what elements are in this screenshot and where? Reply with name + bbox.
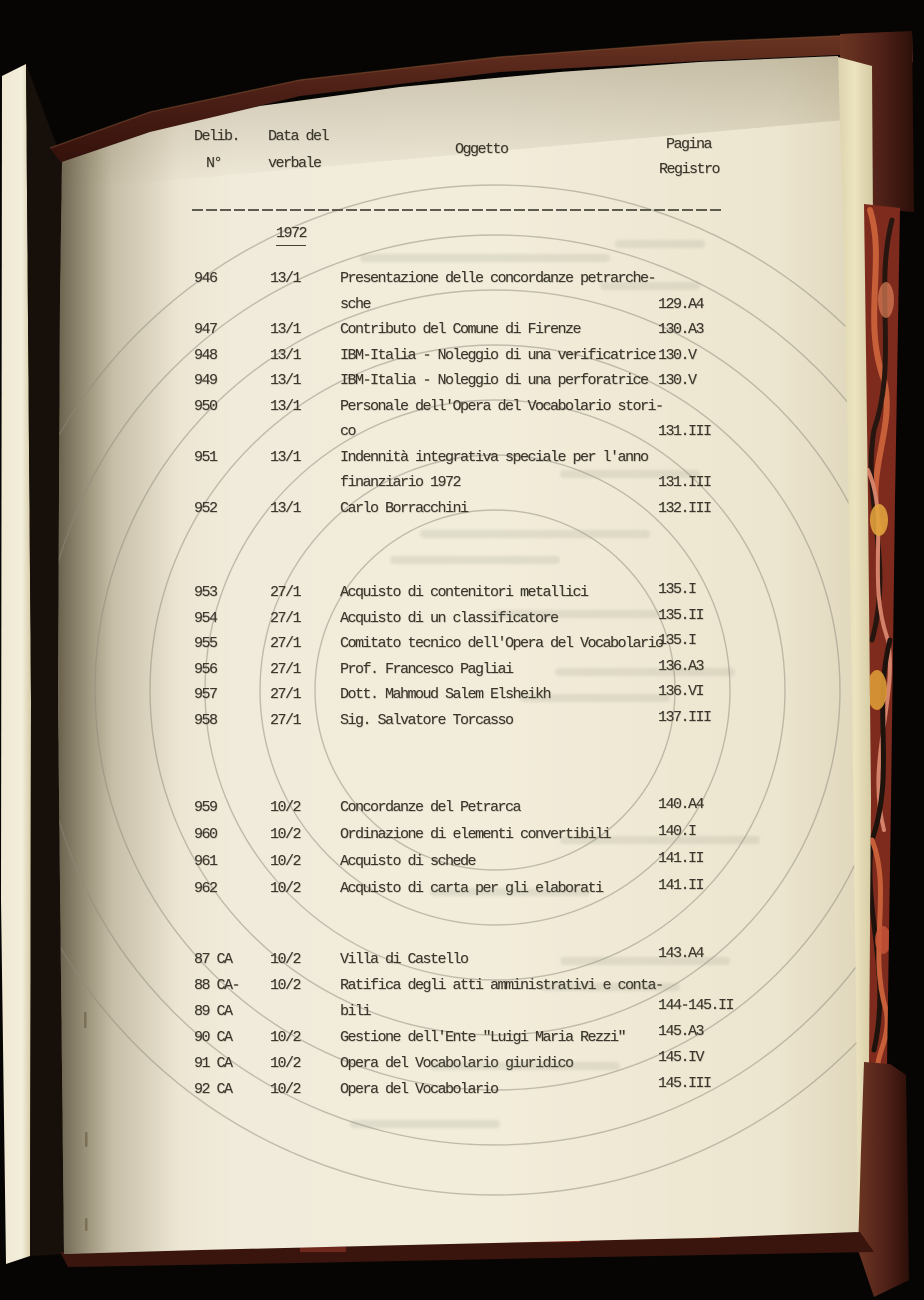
registro-page: 132.III	[658, 499, 711, 517]
verbale-date: 10/2	[270, 799, 301, 816]
delib-number: 951	[194, 448, 217, 466]
table-row	[194, 266, 834, 317]
verbale-date: 27/1	[270, 635, 301, 652]
verbale-date: 10/2	[270, 977, 301, 994]
table-row	[194, 794, 834, 821]
verbale-date: 13/1	[270, 321, 301, 338]
registro-page: 130.A3	[658, 321, 704, 338]
oggetto-text: Opera del Vocabolario	[340, 1081, 498, 1098]
oggetto-text: Prof. Francesco Pagliai	[340, 660, 513, 678]
registro-page: 145.III	[658, 1075, 711, 1092]
rows-section-3	[194, 794, 834, 902]
delib-number: 947	[194, 321, 217, 338]
delib-number: 948	[194, 346, 217, 364]
column-header-oggetto: Oggetto	[455, 141, 508, 158]
oggetto-text: Carlo Borracchini	[340, 499, 468, 517]
rows-section-2	[194, 580, 834, 733]
column-header-delib-n: N°	[206, 155, 222, 172]
registro-page: 137.III	[658, 708, 711, 726]
registro-page: 145.A3	[658, 1023, 704, 1040]
bleed-through-line	[350, 1120, 500, 1128]
registro-page: 131.III	[658, 423, 711, 440]
registro-page: 143.A4	[658, 945, 704, 962]
table-row	[194, 947, 834, 973]
delib-number: 91 CA	[194, 1055, 232, 1072]
delib-number: 955	[194, 635, 217, 652]
bleed-through-line	[360, 254, 610, 262]
delib-number: 950	[194, 397, 217, 415]
rows-section-1	[194, 266, 834, 521]
delib-number: 946	[194, 270, 217, 287]
table-row	[194, 1077, 834, 1103]
registro-page: 135.II	[658, 606, 704, 624]
column-header-verbale: verbale	[268, 155, 321, 172]
rows-section-4	[194, 947, 834, 1103]
verbale-date: 10/2	[270, 1081, 301, 1098]
column-header-delib: Delib.	[194, 128, 240, 145]
verbale-date: 13/1	[270, 346, 301, 364]
registro-page: 135.I	[658, 632, 696, 649]
verbale-date: 27/1	[270, 609, 301, 627]
table-row	[194, 445, 834, 496]
registro-page: 141.II	[658, 877, 704, 894]
delib-number: 88 CA- 89 CA	[194, 977, 240, 1020]
oggetto-text: Presentazione delle concordanze petrarche- sche	[340, 270, 656, 313]
registro-page: 140.A4	[658, 796, 704, 813]
verbale-date: 13/1	[270, 448, 301, 466]
oggetto-text: Comitato tecnico dell'Opera del Vocabolario	[340, 635, 663, 652]
table-row	[194, 875, 834, 902]
table-row	[194, 973, 834, 1025]
table-row	[194, 368, 834, 394]
registro-page: 131.III	[658, 474, 711, 491]
verbale-date: 27/1	[270, 711, 301, 729]
registro-page: 141.II	[658, 850, 704, 867]
delib-number: 956	[194, 660, 217, 678]
verbale-date: 10/2	[270, 826, 301, 843]
delib-number: 957	[194, 686, 217, 703]
registro-page: 144-145.II	[658, 997, 734, 1014]
delib-number: 962	[194, 880, 217, 897]
oggetto-text: Dott. Mahmoud Salem Elsheikh	[340, 686, 551, 703]
table-row	[194, 821, 834, 848]
column-header-registro: Registro	[659, 161, 720, 178]
oggetto-text: Concordanze del Petrarca	[340, 799, 521, 816]
delib-number: 961	[194, 853, 217, 870]
oggetto-text: Ordinazione di elementi convertibili	[340, 826, 611, 843]
registro-page: 135.I	[658, 581, 696, 598]
delib-number: 92 CA	[194, 1081, 232, 1098]
column-header-pagina: Pagina	[666, 136, 712, 153]
oggetto-text: Ratifica degli atti amministrativi e conta- bili	[340, 977, 663, 1020]
delib-number: 949	[194, 372, 217, 389]
verbale-date: 10/2	[270, 951, 301, 968]
table-row	[194, 496, 834, 522]
oggetto-text: Acquisto di carta per gli elaborati	[340, 880, 603, 897]
oggetto-text: Acquisto di un classificatore	[340, 609, 558, 627]
delib-number: 90 CA	[194, 1029, 232, 1046]
delib-number: 87 CA	[194, 951, 232, 968]
verbale-date: 27/1	[270, 584, 301, 601]
table-row	[194, 708, 834, 734]
table-row	[194, 394, 834, 445]
verbale-date: 13/1	[270, 397, 301, 415]
table-row	[194, 343, 834, 369]
registro-page: 136.A3	[658, 657, 704, 675]
delib-number: 958	[194, 711, 217, 729]
oggetto-text: Villa di Castello	[340, 951, 468, 968]
delib-number: 954	[194, 609, 217, 627]
verbale-date: 10/2	[270, 1055, 301, 1072]
verbale-date: 13/1	[270, 499, 301, 517]
verbale-date: 27/1	[270, 686, 301, 703]
verbale-date: 13/1	[270, 372, 301, 389]
verbale-date: 13/1	[270, 270, 301, 287]
header-divider-dashed-line	[192, 209, 723, 211]
table-row	[194, 848, 834, 875]
bleed-through-line	[390, 556, 560, 564]
registro-page: 140.I	[658, 823, 696, 840]
delib-number: 959	[194, 799, 217, 816]
oggetto-text: Acquisto di schede	[340, 853, 476, 870]
registro-page: 130.V	[658, 346, 696, 364]
table-row	[194, 317, 834, 343]
bleed-through-line	[420, 530, 650, 538]
delib-number: 960	[194, 826, 217, 843]
bleed-through-line	[615, 240, 705, 248]
oggetto-text: Contributo del Comune di Firenze	[340, 321, 581, 338]
registro-page: 145.IV	[658, 1049, 704, 1066]
registro-page: 136.VI	[658, 683, 704, 700]
oggetto-text: Opera del Vocabolario giuridico	[340, 1055, 573, 1072]
oggetto-text: Personale dell'Opera del Vocabolario stori- co	[340, 397, 663, 440]
verbale-date: 10/2	[270, 880, 301, 897]
delib-number: 953	[194, 584, 217, 601]
delib-number: 952	[194, 499, 217, 517]
verbale-date: 10/2	[270, 853, 301, 870]
oggetto-text: IBM-Italia - Noleggio di una perforatrice	[340, 372, 648, 389]
verbale-date: 10/2	[270, 1029, 301, 1046]
column-header-data: Data del	[268, 128, 329, 145]
verbale-date: 27/1	[270, 660, 301, 678]
oggetto-text: Sig. Salvatore Torcasso	[340, 711, 513, 729]
oggetto-text: Gestione dell'Ente "Luigi Maria Rezzi"	[340, 1029, 626, 1046]
registro-page: 130.V	[658, 372, 696, 389]
oggetto-text: IBM-Italia - Noleggio di una verificatrice	[340, 346, 656, 364]
registro-page: 129.A4	[658, 295, 704, 313]
oggetto-text: Indennità integrativa speciale per l'anno finanziario 1972	[340, 448, 648, 491]
year-heading: 1972	[276, 226, 306, 246]
oggetto-text: Acquisto di contenitori metallici	[340, 584, 588, 601]
